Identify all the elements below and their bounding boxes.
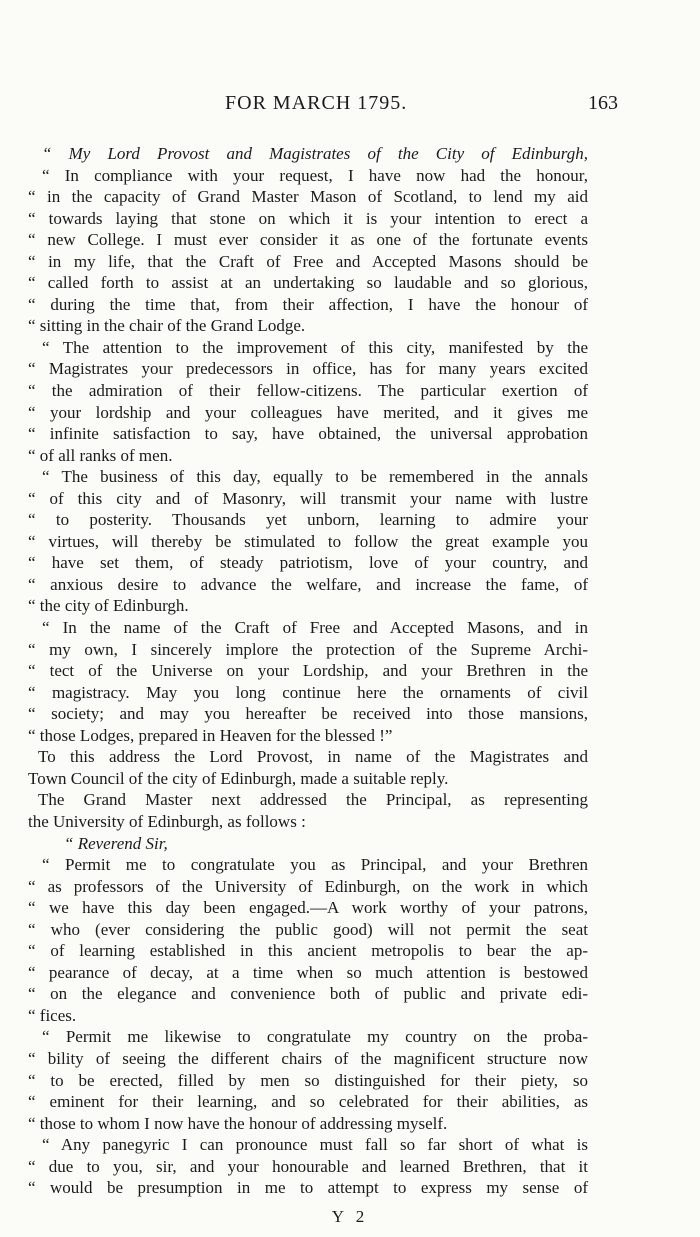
text-line: “ In the name of the Craft of Free and Accepted Masons, and in [42, 618, 588, 638]
running-header [0, 92, 700, 132]
text-line: “ to posterity. Thousands yet unborn, learning to admire your [28, 510, 588, 530]
signature-mark: Y 2 [331, 1207, 369, 1226]
text-line: “ we have this day been engaged.—A work worthy of your patrons, [28, 898, 588, 918]
text-line: “ pearance of decay, at a time when so much attention is bestowed [28, 962, 588, 982]
text-line: The Grand Master next addressed the Principal, as representing [38, 790, 588, 810]
text-line: “ in the capacity of Grand Master Mason of Scotland, to lend my aid [28, 187, 588, 207]
text-line: To this address the Lord Provost, in name of the Magistrates and [38, 747, 588, 767]
text-line: “ Permit me to congratulate you as Principal, and your Brethren [42, 855, 588, 875]
text-line: “ towards laying that stone on which it is your intention to erect a [28, 208, 588, 228]
text-line: “ Any panegyric I can pronounce must fall so far short of what is [42, 1135, 588, 1155]
text-line: “ fices. [28, 1005, 77, 1025]
salutation-line: “ Reverend Sir, [64, 833, 168, 853]
text-line: Town Council of the city of Edinburgh, made a suitable reply. [28, 768, 449, 788]
text-line: “ infinite satisfaction to say, have obtained, the universal approbation [28, 424, 588, 444]
text-line: “ as professors of the University of Edinburgh, on the work in which [28, 876, 588, 896]
page-number: 163 [588, 92, 618, 114]
text-line: “ of learning established in this ancient metropolis to bear the ap- [28, 941, 588, 961]
running-head: FOR MARCH 1795. [225, 92, 408, 114]
text-line: “ to be erected, filled by men so distinguished for their piety, so [28, 1070, 588, 1090]
text-line: “ in my life, that the Craft of Free and Accepted Masons should be [28, 251, 588, 271]
text-line: “ of this city and of Masonry, will transmit your name with lustre [28, 488, 588, 508]
text-line: “ The business of this day, equally to be remembered in the annals [42, 467, 588, 487]
text-line: “ society; and may you hereafter be received into those mansions, [28, 704, 588, 724]
salutation-line: “ My Lord Provost and Magistrates of the City of Edinburgh, [42, 144, 588, 163]
body-text [28, 143, 588, 1199]
text-line: “ would be presumption in me to attempt to express my sense of [28, 1178, 588, 1198]
text-line: “ magistracy. May you long continue here the ornaments of civil [28, 682, 588, 702]
text-line: “ who (ever considering the public good) will not permit the seat [28, 919, 588, 939]
text-line: “ of all ranks of men. [28, 445, 173, 465]
text-line: “ bility of seeing the different chairs of the magnificent structure now [28, 1048, 588, 1068]
text-line: “ have set them, of steady patriotism, love of your country, and [28, 553, 588, 573]
text-line: “ during the time that, from their affection, I have the honour of [28, 294, 588, 314]
text-line: “ your lordship and your colleagues have merited, and it gives me [28, 402, 588, 422]
text-line: “ tect of the Universe on your Lordship, and your Brethren in the [28, 661, 588, 681]
text-line: “ those to whom I now have the honour of addressing myself. [28, 1113, 448, 1133]
text-line: “ on the elegance and convenience both of public and private edi- [28, 984, 588, 1004]
text-line: “ Magistrates your predecessors in office, has for many years excited [28, 359, 588, 379]
text-line: the University of Edinburgh, as follows : [28, 811, 306, 831]
text-line: “ sitting in the chair of the Grand Lodge. [28, 316, 306, 336]
text-line: “ due to you, sir, and your honourable and learned Brethren, that it [28, 1156, 588, 1176]
text-line: “ my own, I sincerely implore the protection of the Supreme Archi- [28, 639, 588, 659]
text-line: “ In compliance with your request, I have now had the honour, [42, 165, 588, 185]
text-line: “ eminent for their learning, and so celebrated for their abilities, as [28, 1092, 588, 1112]
text-line: “ those Lodges, prepared in Heaven for the blessed !” [28, 725, 393, 745]
text-line: “ the city of Edinburgh. [28, 596, 189, 616]
text-line: “ Permit me likewise to congratulate my country on the proba- [42, 1027, 588, 1047]
text-line: “ The attention to the improvement of this city, manifested by the [42, 337, 588, 357]
text-line: “ the admiration of their fellow-citizens. The particular exertion of [28, 381, 588, 401]
text-line: “ virtues, will thereby be stimulated to follow the great example you [28, 531, 588, 551]
text-line: “ new College. I must ever consider it as one of the fortunate events [28, 230, 588, 250]
text-line: “ called forth to assist at an undertaking so laudable and so glorious, [28, 273, 588, 293]
text-line: “ anxious desire to advance the welfare, and increase the fame, of [28, 574, 588, 594]
